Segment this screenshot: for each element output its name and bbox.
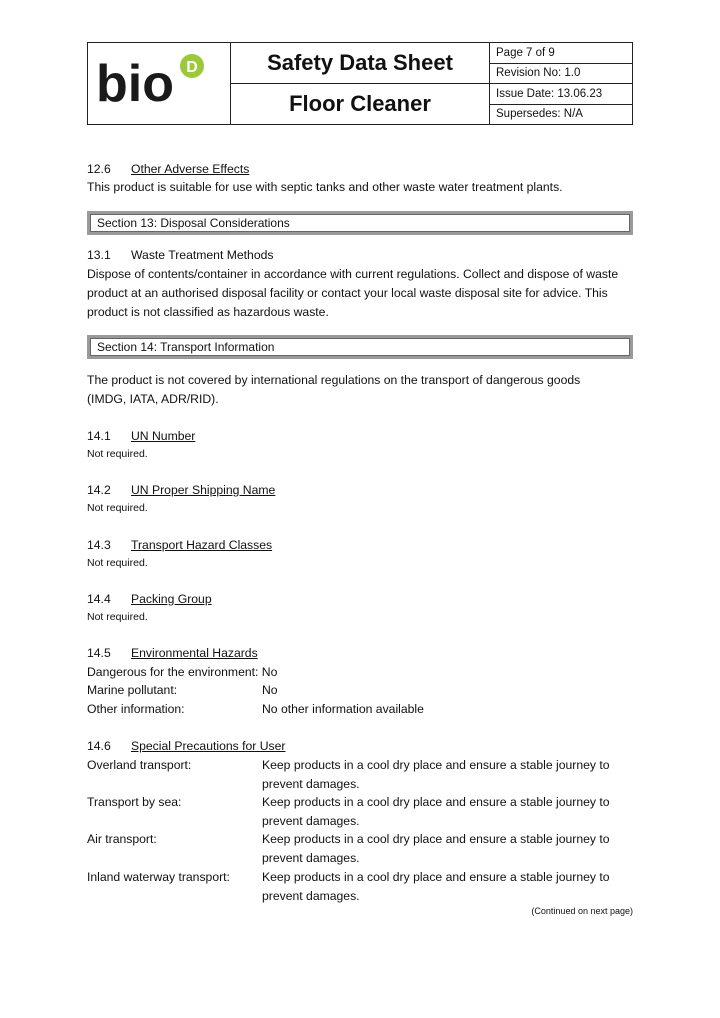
subsection-number: 14.1 [87,429,111,443]
subsection-number: 12.6 [87,162,111,176]
precaution-text: Keep products in a cool dry place and ensure a stable journey to [262,758,610,772]
precaution-label: Inland waterway transport: [87,870,230,884]
subsection-value: Not required. [87,557,148,569]
subsection-number: 14.4 [87,592,111,606]
precaution-text-cont: prevent damages. [262,814,360,828]
subsection-14-1-heading [87,427,195,445]
env-label: Other information: [87,702,185,716]
env-value: No other information available [262,702,424,716]
paragraph-line: (IMDG, IATA, ADR/RID). [87,392,219,406]
subsection-title: UN Proper Shipping Name [131,483,276,497]
paragraph-line: The product is not covered by international regulations on the transport of dangerous goods [87,373,581,387]
precaution-label: Transport by sea: [87,795,182,809]
paragraph-line: Dispose of contents/container in accordance with current regulations. Collect and dispose of waste [87,267,619,281]
subsection-number: 14.3 [87,538,111,552]
issue-date: Issue Date: 13.06.23 [490,84,632,105]
subsection-number: 13.1 [87,248,111,262]
env-row [87,681,633,699]
logo-badge-letter: D [186,59,198,76]
precaution-label: Overland transport: [87,758,192,772]
page-number: Page 7 of 9 [490,43,632,64]
subsection-value: Not required. [87,611,148,623]
precaution-text: Keep products in a cool dry place and ensure a stable journey to [262,795,610,809]
bio-d-logo [94,49,224,119]
precaution-row [87,830,633,848]
subsection-12-6-text: This product is suitable for use with septic tanks and other waste water treatment plants. [87,180,563,194]
product-name: Floor Cleaner [289,91,431,116]
paragraph-line: product at an authorised disposal facility or contact your local waste disposal site for advice. This [87,286,608,300]
precaution-text: Keep products in a cool dry place and ensure a stable journey to [262,832,610,846]
logo-text: bio [96,55,174,113]
subsection-title: Packing Group [131,592,212,606]
subsection-14-4-heading [87,590,212,608]
precaution-row [87,793,633,811]
section-13-title: Section 13: Disposal Considerations [90,214,630,232]
precaution-text: Keep products in a cool dry place and ensure a stable journey to [262,870,610,884]
title-cell [231,43,490,124]
meta-cell [490,43,632,124]
subsection-number: 14.2 [87,483,111,497]
subsection-13-1-heading [87,246,273,264]
subsection-12-6-heading [87,160,249,178]
precaution-row [87,868,633,886]
env-row [87,663,277,681]
subsection-14-2-heading [87,481,275,499]
paragraph-line: product is not classified as hazardous waste. [87,305,329,319]
subsection-number: 14.6 [87,739,111,753]
precaution-text-cont: prevent damages. [262,777,360,791]
precaution-text-cont: prevent damages. [262,851,360,865]
env-row [87,700,633,718]
subsection-title: Other Adverse Effects [131,162,250,176]
precaution-label: Air transport: [87,832,157,846]
subsection-14-3-heading [87,536,272,554]
supersedes: Supersedes: N/A [496,108,583,121]
section-14-bar [87,335,633,359]
revision-number: Revision No: 1.0 [490,64,632,85]
subsection-title: Waste Treatment Methods [131,248,274,262]
subsection-value: Not required. [87,502,148,514]
continued-note: (Continued on next page) [531,906,633,916]
subsection-title: Transport Hazard Classes [131,538,273,552]
subsection-14-5-heading [87,644,258,662]
document-header [87,42,633,125]
env-value: No [262,683,278,697]
subsection-14-6-heading [87,737,285,755]
section-13-bar [87,211,633,235]
logo-cell [88,43,231,124]
env-label: Dangerous for the environment: No [87,665,278,679]
subsection-title: Environmental Hazards [131,646,258,660]
precaution-text-cont: prevent damages. [262,889,360,903]
subsection-value: Not required. [87,448,148,460]
section-14-title: Section 14: Transport Information [90,338,630,356]
subsection-number: 14.5 [87,646,111,660]
document-title: Safety Data Sheet [231,43,489,84]
subsection-title: UN Number [131,429,196,443]
env-label: Marine pollutant: [87,683,178,697]
subsection-title: Special Precautions for User [131,739,286,753]
precaution-row [87,756,633,774]
